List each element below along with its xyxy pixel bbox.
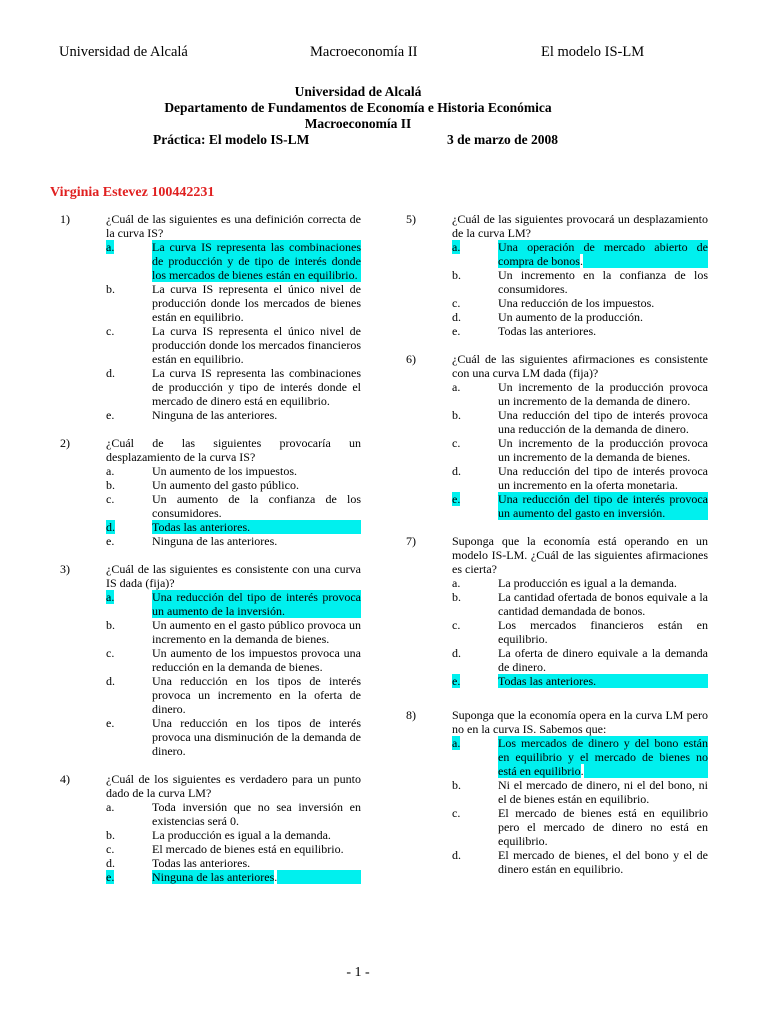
option-letter: a. bbox=[106, 800, 115, 814]
option-text bbox=[152, 842, 361, 856]
option-letter: a. bbox=[106, 590, 115, 604]
option-text bbox=[152, 618, 361, 646]
title-course: Macroeconomía II bbox=[304, 116, 412, 131]
option-text-content: Una reducción en los tipos de interés provoca un incremento en la oferta de dinero. bbox=[152, 674, 361, 716]
option-text-tail: . bbox=[579, 254, 583, 268]
option-letter: a. bbox=[106, 464, 115, 478]
option-letter: b. bbox=[106, 828, 115, 842]
option-letter: c. bbox=[106, 492, 115, 506]
answer-option bbox=[106, 282, 361, 324]
answer-option bbox=[452, 590, 708, 618]
option-letter: e. bbox=[106, 870, 115, 884]
option-text-content: Un aumento de los impuestos. bbox=[152, 464, 297, 478]
option-text bbox=[498, 590, 708, 618]
option-text bbox=[152, 240, 361, 282]
option-text bbox=[498, 436, 708, 464]
answer-option bbox=[452, 296, 708, 310]
option-text-content: El mercado de bienes está en equilibrio. bbox=[152, 842, 344, 856]
option-letter: e. bbox=[106, 534, 115, 548]
option-text-content: Un aumento del gasto público. bbox=[152, 478, 299, 492]
option-text-content: Ninguna de las anteriores. bbox=[152, 408, 278, 422]
option-text bbox=[152, 828, 361, 842]
option-text bbox=[498, 268, 708, 296]
option-text bbox=[498, 778, 708, 806]
option-text bbox=[498, 408, 708, 436]
option-letter: a. bbox=[452, 576, 461, 590]
answer-option bbox=[452, 806, 708, 848]
question-8 bbox=[406, 708, 708, 876]
question-4 bbox=[60, 772, 361, 884]
answer-option bbox=[452, 492, 708, 520]
option-text bbox=[498, 324, 708, 338]
option-letter: c. bbox=[452, 436, 461, 450]
answer-option bbox=[452, 576, 708, 590]
answer-option bbox=[452, 240, 708, 268]
option-letter: b. bbox=[452, 590, 461, 604]
answer-option bbox=[106, 856, 361, 870]
option-text bbox=[498, 310, 708, 324]
running-header-topic: El modelo IS-LM bbox=[541, 44, 645, 60]
question-number: 2) bbox=[60, 436, 70, 450]
option-letter: b. bbox=[106, 282, 115, 296]
option-letter: d. bbox=[106, 674, 115, 688]
option-letter: a. bbox=[452, 240, 461, 254]
answer-option bbox=[106, 716, 361, 758]
question-7 bbox=[406, 534, 708, 688]
option-letter: d. bbox=[452, 646, 461, 660]
option-text-content: Todas las anteriores. bbox=[498, 324, 597, 338]
option-text bbox=[152, 800, 361, 828]
option-letter: b. bbox=[106, 478, 115, 492]
answer-option bbox=[452, 646, 708, 674]
option-text-content: Un aumento de los impuestos provoca una reducción en la demanda de bienes. bbox=[152, 646, 361, 674]
option-letter: d. bbox=[452, 310, 461, 324]
option-text bbox=[152, 674, 361, 716]
option-text-content: El mercado de bienes, el del bono y el de dinero están en equilibrio. bbox=[498, 848, 708, 876]
option-text-content: Ni el mercado de dinero, ni el del bono, ni el de bienes están en equilibrio. bbox=[498, 778, 708, 806]
option-text bbox=[498, 618, 708, 646]
answer-option bbox=[452, 464, 708, 492]
question-5 bbox=[406, 212, 708, 338]
question-6 bbox=[406, 352, 708, 520]
option-letter: c. bbox=[452, 806, 461, 820]
left-column bbox=[60, 212, 361, 898]
option-text bbox=[152, 646, 361, 674]
option-text bbox=[152, 324, 361, 366]
question-number: 7) bbox=[406, 534, 416, 548]
question-text: ¿Cuál de las siguientes provocaría un desplazamiento de la curva IS? bbox=[106, 436, 361, 464]
option-text bbox=[152, 856, 361, 870]
question-body bbox=[452, 534, 708, 688]
option-text bbox=[498, 674, 708, 688]
option-text-content: Una reducción del tipo de interés provoca un incremento en la oferta monetaria. bbox=[498, 464, 708, 492]
option-text-content: La oferta de dinero equivale a la demanda de dinero. bbox=[498, 646, 708, 674]
answer-option bbox=[452, 848, 708, 876]
question-text: ¿Cuál de las siguientes provocará un desplazamiento de la curva LM? bbox=[452, 212, 708, 240]
option-text-content: Un aumento en el gasto público provoca un incremento en la demanda de bienes. bbox=[152, 618, 361, 646]
answer-option bbox=[452, 618, 708, 646]
question-number: 4) bbox=[60, 772, 70, 786]
option-text-content: La producción es igual a la demanda. bbox=[498, 576, 677, 590]
option-text-content: La producción es igual a la demanda. bbox=[152, 828, 331, 842]
option-letter: c. bbox=[452, 618, 461, 632]
question-body bbox=[106, 212, 361, 422]
running-header-university: Universidad de Alcalá bbox=[59, 44, 188, 60]
answer-option bbox=[452, 674, 708, 688]
option-letter: b. bbox=[106, 618, 115, 632]
option-text-content: Una reducción de los impuestos. bbox=[498, 296, 655, 310]
option-text-content: Una reducción del tipo de interés provoca una reducción de la demanda de dinero. bbox=[498, 408, 708, 436]
question-body bbox=[106, 436, 361, 548]
title-department: Departamento de Fundamentos de Economía e Historia Económica bbox=[164, 100, 552, 115]
question-3 bbox=[60, 562, 361, 758]
option-text bbox=[152, 478, 361, 492]
answer-option bbox=[106, 618, 361, 646]
answer-option bbox=[106, 520, 361, 534]
question-body bbox=[452, 212, 708, 338]
answer-option bbox=[452, 310, 708, 324]
option-text-content: Una reducción en los tipos de interés provoca una disminución de la demanda de dinero. bbox=[152, 716, 361, 758]
option-text-content: Un aumento de la producción. bbox=[498, 310, 643, 324]
option-text-content: Todas las anteriores. bbox=[152, 856, 251, 870]
option-text bbox=[152, 282, 361, 324]
option-text bbox=[152, 492, 361, 520]
question-number: 5) bbox=[406, 212, 416, 226]
option-text-tail: . bbox=[274, 870, 278, 884]
option-text-content: La curva IS representa el único nivel de producción donde los mercados financieros están en equilibrio. bbox=[152, 324, 361, 366]
option-letter: b. bbox=[452, 268, 461, 282]
question-body bbox=[452, 708, 708, 876]
question-body bbox=[452, 352, 708, 520]
option-text-content: Todas las anteriores. bbox=[498, 674, 597, 688]
option-text bbox=[152, 520, 361, 534]
question-body bbox=[106, 772, 361, 884]
question-number: 3) bbox=[60, 562, 70, 576]
option-text-content: Una reducción del tipo de interés provoca un aumento del gasto en inversión. bbox=[498, 492, 708, 520]
answer-option bbox=[106, 842, 361, 856]
answer-option bbox=[452, 380, 708, 408]
answer-option bbox=[452, 408, 708, 436]
option-letter: c. bbox=[452, 296, 461, 310]
answer-option bbox=[106, 646, 361, 674]
option-letter: c. bbox=[106, 646, 115, 660]
question-text: Suponga que la economía opera en la curva LM pero no en la curva IS. Sabemos que: bbox=[452, 708, 708, 736]
option-text bbox=[152, 408, 361, 422]
option-text-content: Todas las anteriores. bbox=[152, 520, 251, 534]
question-number: 8) bbox=[406, 708, 416, 722]
running-header-course: Macroeconomía II bbox=[310, 44, 418, 60]
option-text-content: Los mercados de dinero y del bono están en equilibrio y el mercado de bienes no está en equilibrio bbox=[498, 736, 708, 778]
option-text bbox=[498, 240, 708, 268]
option-letter: c. bbox=[106, 324, 115, 338]
option-text bbox=[152, 716, 361, 758]
option-letter: e. bbox=[452, 324, 461, 338]
question-body bbox=[106, 562, 361, 758]
option-letter: d. bbox=[106, 520, 115, 534]
option-text-content: Toda inversión que no sea inversión en existencias será 0. bbox=[152, 800, 361, 828]
answer-option bbox=[106, 240, 361, 282]
option-text bbox=[498, 646, 708, 674]
option-text-content: Una operación de mercado abierto de compra de bonos bbox=[498, 240, 708, 268]
question-text: ¿Cuál de los siguientes es verdadero para un punto dado de la curva LM? bbox=[106, 772, 361, 800]
option-text-content: Ninguna de las anteriores. bbox=[152, 534, 278, 548]
option-text bbox=[498, 296, 708, 310]
option-letter: e. bbox=[452, 492, 461, 506]
option-text bbox=[498, 736, 708, 778]
option-text bbox=[152, 870, 361, 884]
option-text-content: Un incremento de la producción provoca un incremento de la demanda de bienes. bbox=[498, 436, 708, 464]
option-text-content: Una reducción del tipo de interés provoca un aumento de la inversión. bbox=[152, 590, 361, 618]
answer-option bbox=[452, 268, 708, 296]
question-text: ¿Cuál de las siguientes es una definición correcta de la curva IS? bbox=[106, 212, 361, 240]
option-letter: d. bbox=[106, 366, 115, 380]
question-text: Suponga que la economía está operando en un modelo IS-LM. ¿Cuál de las siguientes afirmaciones es cierta? bbox=[452, 534, 708, 576]
option-text bbox=[152, 590, 361, 618]
answer-option bbox=[106, 590, 361, 618]
answer-option bbox=[106, 366, 361, 408]
option-text bbox=[498, 464, 708, 492]
option-text-content: Un incremento de la producción provoca un incremento de la demanda de dinero. bbox=[498, 380, 708, 408]
answer-option bbox=[106, 464, 361, 478]
option-letter: c. bbox=[106, 842, 115, 856]
option-text-content: La curva IS representa el único nivel de producción donde los mercados de bienes están en equilibrio. bbox=[152, 282, 361, 324]
option-letter: d. bbox=[106, 856, 115, 870]
answer-option bbox=[106, 828, 361, 842]
option-letter: a. bbox=[452, 380, 461, 394]
option-text-content: La curva IS representa las combinaciones de producción y de tipo de interés donde los mercados de bienes están en equilibrio. bbox=[152, 240, 361, 282]
option-letter: b. bbox=[452, 778, 461, 792]
question-number: 1) bbox=[60, 212, 70, 226]
option-text bbox=[498, 806, 708, 848]
answer-option bbox=[452, 778, 708, 806]
answer-option bbox=[106, 492, 361, 520]
practice-date: 3 de marzo de 2008 bbox=[447, 132, 558, 147]
option-text-content: Un incremento en la confianza de los consumidores. bbox=[498, 268, 708, 296]
answer-option bbox=[106, 870, 361, 884]
answer-option bbox=[452, 736, 708, 778]
title-university: Universidad de Alcalá bbox=[294, 84, 422, 99]
option-letter: d. bbox=[452, 464, 461, 478]
answer-option bbox=[106, 478, 361, 492]
option-letter: d. bbox=[452, 848, 461, 862]
answer-option bbox=[106, 534, 361, 548]
option-text-content: Los mercados financieros están en equilibrio. bbox=[498, 618, 708, 646]
option-text-content: Ninguna de las anteriores bbox=[152, 870, 275, 884]
answer-option bbox=[106, 800, 361, 828]
practice-title: Práctica: El modelo IS-LM bbox=[153, 132, 310, 147]
option-text-content: La curva IS representa las combinaciones de producción y tipo de interés donde el mercado de dinero está en equilibrio. bbox=[152, 366, 361, 408]
question-text: ¿Cuál de las siguientes afirmaciones es consistente con una curva LM dada (fija)? bbox=[452, 352, 708, 380]
option-text-content: Un aumento de la confianza de los consumidores. bbox=[152, 492, 361, 520]
option-text bbox=[152, 464, 361, 478]
answer-option bbox=[452, 436, 708, 464]
question-1 bbox=[60, 212, 361, 422]
option-text bbox=[152, 534, 361, 548]
answer-option bbox=[106, 674, 361, 716]
option-text bbox=[498, 576, 708, 590]
option-letter: e. bbox=[452, 674, 461, 688]
option-text-content: El mercado de bienes está en equilibrio pero el mercado de dinero no está en equilibrio. bbox=[498, 806, 708, 848]
answer-option bbox=[452, 324, 708, 338]
title-block bbox=[0, 84, 716, 132]
option-letter: e. bbox=[106, 408, 115, 422]
option-letter: a. bbox=[106, 240, 115, 254]
option-text-tail: . bbox=[580, 764, 584, 778]
option-letter: a. bbox=[452, 736, 461, 750]
answer-option bbox=[106, 324, 361, 366]
option-text bbox=[498, 380, 708, 408]
option-text-content: La cantidad ofertada de bonos equivale a la cantidad demandada de bonos. bbox=[498, 590, 708, 618]
option-text bbox=[498, 492, 708, 520]
option-text bbox=[498, 848, 708, 876]
option-text bbox=[152, 366, 361, 408]
question-2 bbox=[60, 436, 361, 548]
option-letter: b. bbox=[452, 408, 461, 422]
page-number: - 1 - bbox=[346, 965, 370, 980]
question-number: 6) bbox=[406, 352, 416, 366]
question-text: ¿Cuál de las siguientes es consistente con una curva IS dada (fija)? bbox=[106, 562, 361, 590]
option-letter: e. bbox=[106, 716, 115, 730]
student-name: Virginia Estevez 100442231 bbox=[50, 185, 215, 200]
answer-option bbox=[106, 408, 361, 422]
right-column bbox=[406, 212, 708, 890]
